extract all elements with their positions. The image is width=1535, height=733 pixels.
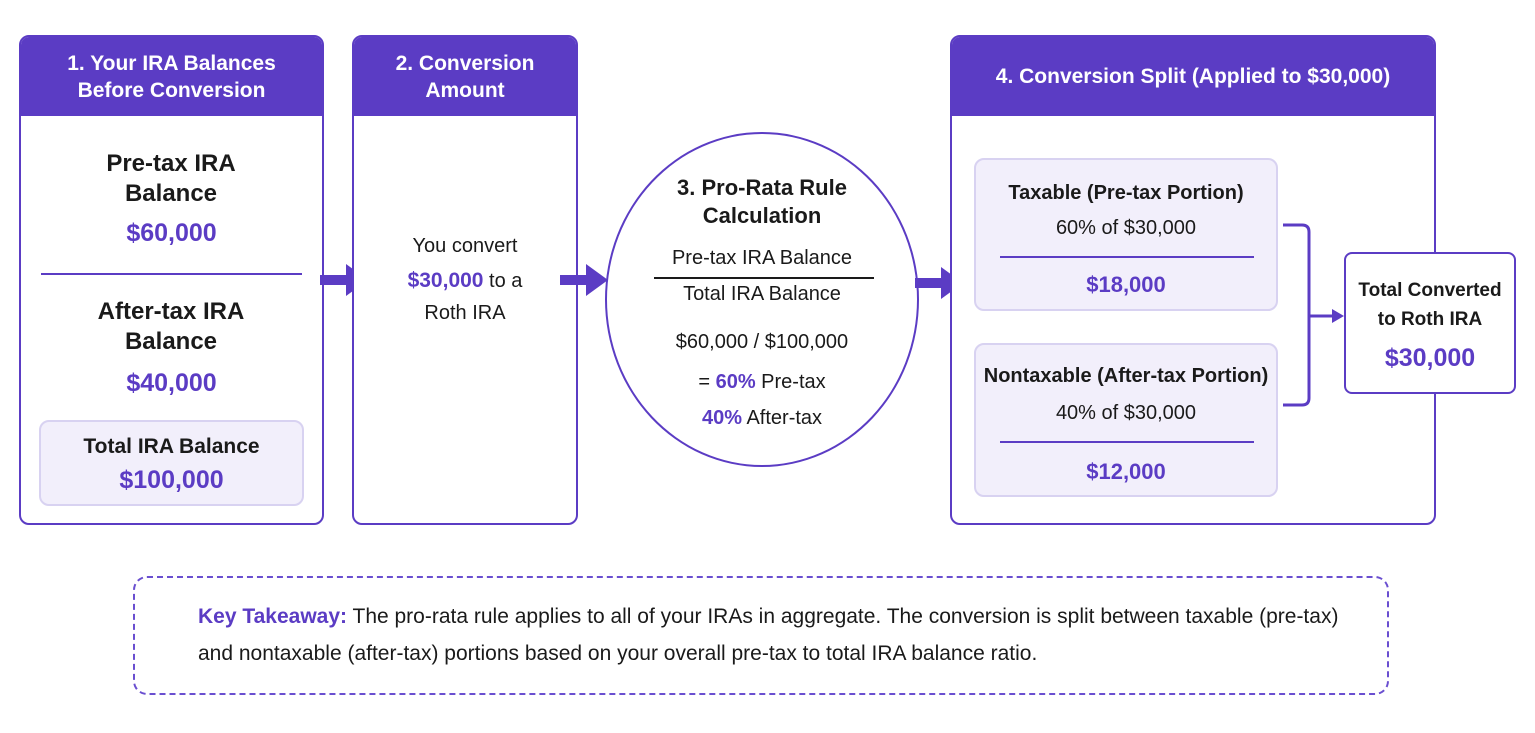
convert-text-to-a: to a <box>483 270 523 292</box>
fraction-numerator: Pre-tax IRA Balance <box>671 247 853 269</box>
divider <box>41 273 302 275</box>
taxable-value: $18,000 <box>1086 272 1166 297</box>
pro-rata-title: 3. Pro-Rata Rule Calculation <box>677 175 847 228</box>
conversion-amount-value: $30,000 <box>407 269 484 292</box>
taxable-formula: 60% of $30,000 <box>1055 217 1197 239</box>
taxable-title: Taxable (Pre-tax Portion) <box>1008 182 1244 204</box>
nontaxable-box <box>974 343 1278 497</box>
arrow-right-icon <box>560 264 608 296</box>
convert-text-1: You convert <box>412 235 518 257</box>
total-balance-value: $100,000 <box>119 466 224 494</box>
panel-title: 4. Conversion Split (Applied to $30,000) <box>952 37 1434 116</box>
pretax-suffix: Pre-tax <box>755 371 826 393</box>
pretax-pct: 60% <box>715 371 756 393</box>
panel-ira-balances <box>19 35 324 525</box>
key-takeaway-body: The pro-rata rule applies to all of your IRAs in aggregate. The conversion is split between taxable (pre-tax) and nontaxable (after-tax) portions based on your overall pre-tax to total IRA balance ratio. <box>198 605 1339 665</box>
total-balance-box <box>39 420 304 506</box>
nontaxable-title: Nontaxable (After-tax Portion) <box>983 365 1269 387</box>
nontaxable-value: $12,000 <box>1086 459 1166 484</box>
panel-title: 2. Conversion Amount <box>354 37 576 116</box>
computation: $60,000 / $100,000 <box>675 331 849 353</box>
pretax-ratio <box>607 371 917 394</box>
pro-rata-circle <box>605 132 919 467</box>
bracket-connector <box>1280 218 1346 412</box>
pretax-value: $60,000 <box>126 219 217 247</box>
divider <box>1000 441 1254 443</box>
convert-text-3: Roth IRA <box>424 302 506 324</box>
panel-title: 1. Your IRA Balances Before Conversion <box>21 37 322 116</box>
total-converted-value: $30,000 <box>1384 344 1476 372</box>
total-converted-label-1: Total Converted <box>1358 280 1502 301</box>
fraction-bar <box>654 277 874 279</box>
nontaxable-formula: 40% of $30,000 <box>1055 402 1197 424</box>
key-takeaway-text <box>198 598 1348 672</box>
panel-conversion-amount <box>352 35 578 525</box>
total-converted-box <box>1344 252 1516 394</box>
aftertax-suffix: After-tax <box>742 407 823 429</box>
fraction-denominator: Total IRA Balance <box>683 283 841 305</box>
convert-text-2 <box>354 269 576 293</box>
key-takeaway-box <box>133 576 1389 695</box>
aftertax-pct: 40% <box>701 407 742 429</box>
aftertax-value: $40,000 <box>126 369 217 397</box>
total-converted-label-2: to Roth IRA <box>1377 309 1483 330</box>
total-balance-label: Total IRA Balance <box>83 435 260 458</box>
divider <box>1000 256 1254 258</box>
eq-prefix: = <box>698 371 716 393</box>
aftertax-label: After-tax IRA Balance <box>97 298 245 355</box>
key-takeaway-label: Key Takeaway: <box>198 605 348 628</box>
taxable-box <box>974 158 1278 311</box>
aftertax-ratio <box>607 407 917 430</box>
pretax-label: Pre-tax IRA Balance <box>106 150 236 207</box>
